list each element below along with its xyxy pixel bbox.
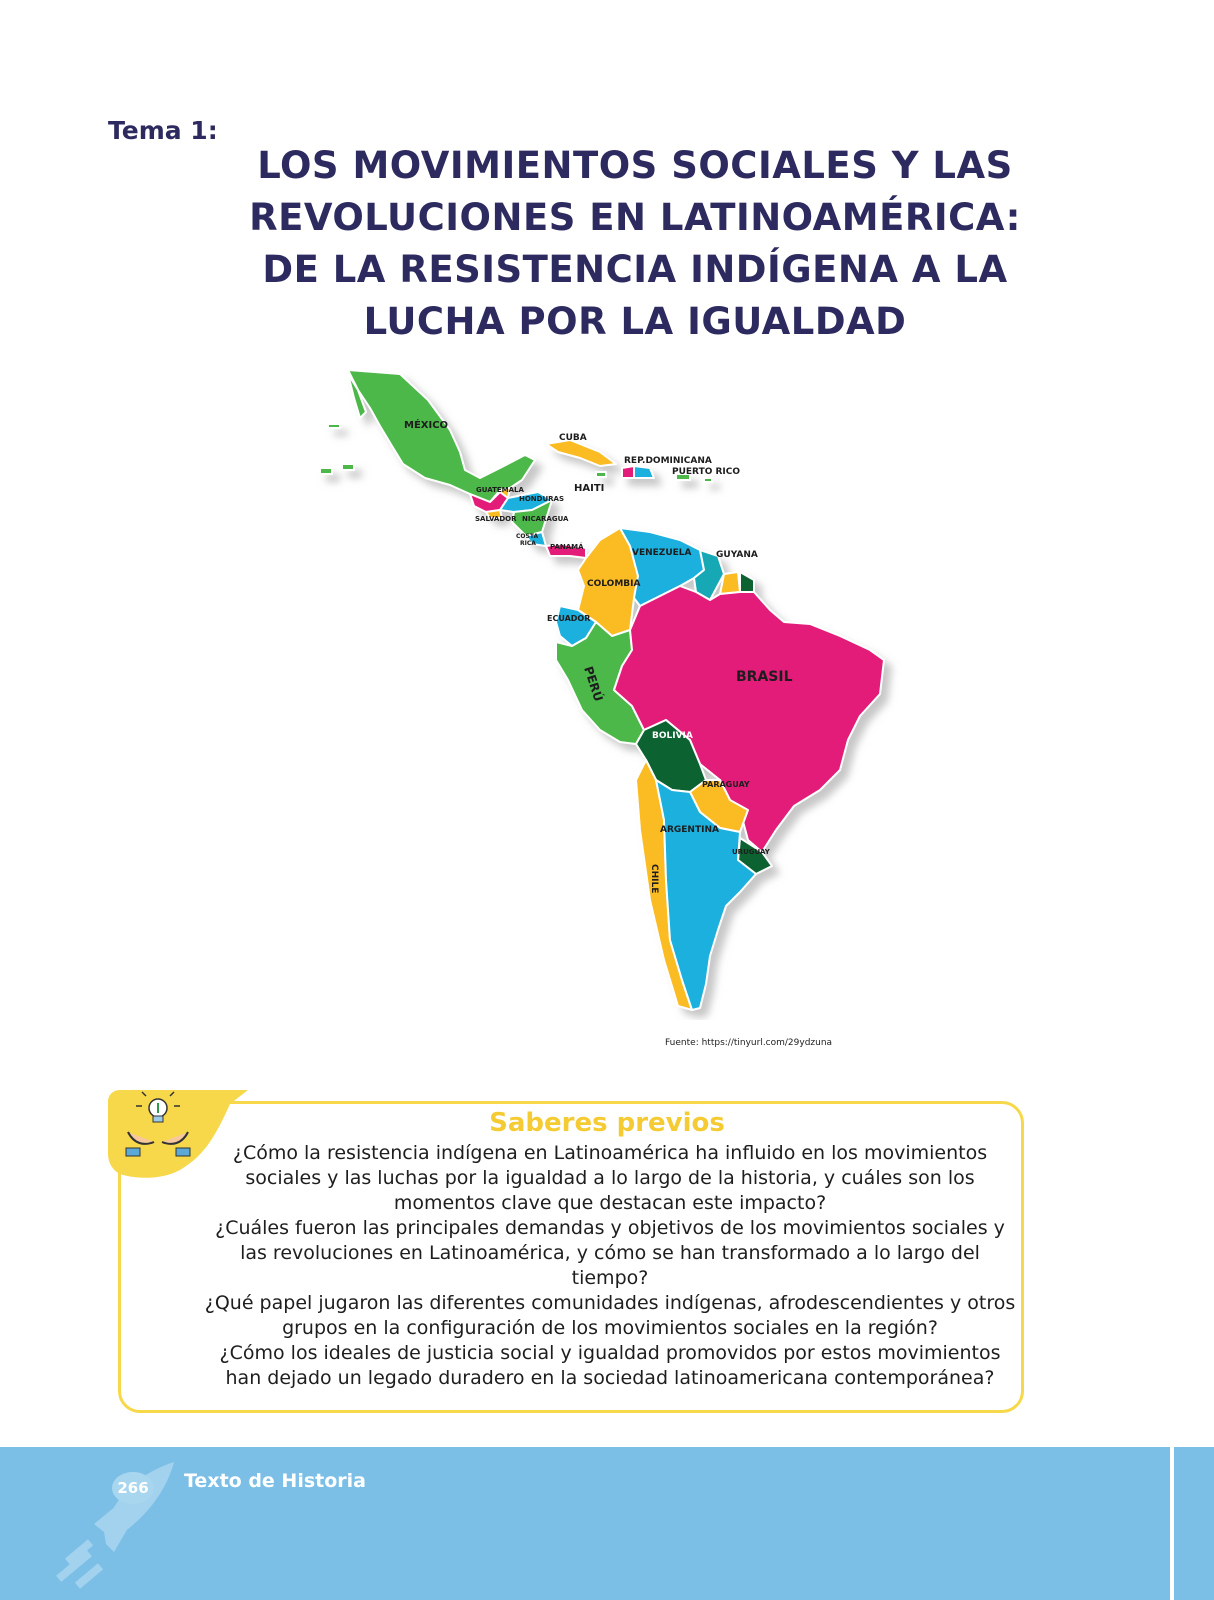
label-guatemala: GUATEMALA: [476, 486, 524, 494]
question: ¿Cómo los ideales de justicia social y igualdad promovidos por estos movimientos han dejado un legado duradero en la sociedad latinoamericana contemporánea?: [219, 1342, 1001, 1389]
label-venezuela: VENEZUELA: [632, 548, 692, 558]
map-source: Fuente: https://tinyurl.com/29ydzuna: [665, 1038, 833, 1048]
label-panama: PANAMÁ: [550, 543, 584, 551]
label-uruguay: URUGUAY: [732, 848, 770, 856]
island: [320, 468, 332, 474]
label-rep-dominicana: REP.DOMINICANA: [624, 456, 712, 466]
footer-edge: [1170, 1447, 1214, 1600]
title-line: DE LA RESISTENCIA INDÍGENA A LA: [262, 248, 1008, 291]
island: [704, 478, 712, 482]
title-line: LUCHA POR LA IGUALDAD: [363, 300, 907, 343]
label-bolivia: BOLIVIA: [652, 731, 693, 741]
label-honduras: HONDURAS: [519, 495, 565, 503]
page-title: [220, 140, 1050, 348]
label-chile: CHILE: [649, 864, 659, 894]
book-title: Texto de Historia: [184, 1470, 366, 1492]
latin-america-map: [300, 360, 940, 1020]
label-cuba: CUBA: [559, 433, 587, 443]
label-mexico: MÉXICO: [404, 420, 449, 431]
title-line: REVOLUCIONES EN LATINOAMÉRICA:: [249, 196, 1021, 239]
country-jamaica: [596, 472, 606, 477]
rocket-icon: [44, 1452, 184, 1592]
label-puerto-rico: PUERTO RICO: [672, 467, 741, 477]
label-argentina: ARGENTINA: [660, 825, 719, 835]
label-ecuador: ECUADOR: [547, 614, 591, 623]
island: [342, 464, 354, 470]
label-guyana: GUYANA: [716, 550, 758, 560]
topic-label: Tema 1:: [108, 116, 218, 145]
saberes-questions: [200, 1141, 1020, 1391]
country-mexico: [348, 370, 535, 502]
country-haiti: [622, 466, 634, 478]
label-rica: RICA: [520, 540, 536, 547]
question: ¿Cómo la resistencia indígena en Latinoamérica ha influido en los movimientos sociales y las luchas por la igualdad a lo largo de la historia, y cuáles son los momentos clave que destacan este impacto?: [232, 1142, 988, 1214]
label-brasil: BRASIL: [736, 669, 793, 685]
island: [328, 424, 340, 428]
country-suriname: [720, 572, 740, 594]
page-number: 266: [112, 1472, 154, 1504]
saberes-title: Saberes previos: [489, 1108, 725, 1138]
label-colombia: COLOMBIA: [587, 579, 641, 589]
label-salvador: SALVADOR: [475, 515, 517, 523]
label-costa: COSTA: [516, 533, 539, 540]
title-line: LOS MOVIMIENTOS SOCIALES Y LAS: [257, 144, 1013, 187]
country-french-guiana: [740, 572, 754, 592]
label-haiti: HAITI: [574, 483, 605, 494]
question: ¿Cuáles fueron las principales demandas y objetivos de los movimientos sociales y las revoluciones en Latinoamérica, y cómo se han transformado a lo largo del tiempo?: [215, 1217, 1005, 1289]
country-cuba: [546, 440, 616, 466]
label-peru: PERÚ: [581, 664, 606, 704]
label-paraguay: PARAGUAY: [702, 780, 750, 789]
label-nicaragua: NICARAGUA: [522, 515, 569, 523]
country-rep-dominicana: [634, 466, 654, 478]
question: ¿Qué papel jugaron las diferentes comunidades indígenas, afrodescendientes y otros grupos en la configuración de los movimientos sociales en la región?: [204, 1292, 1016, 1339]
